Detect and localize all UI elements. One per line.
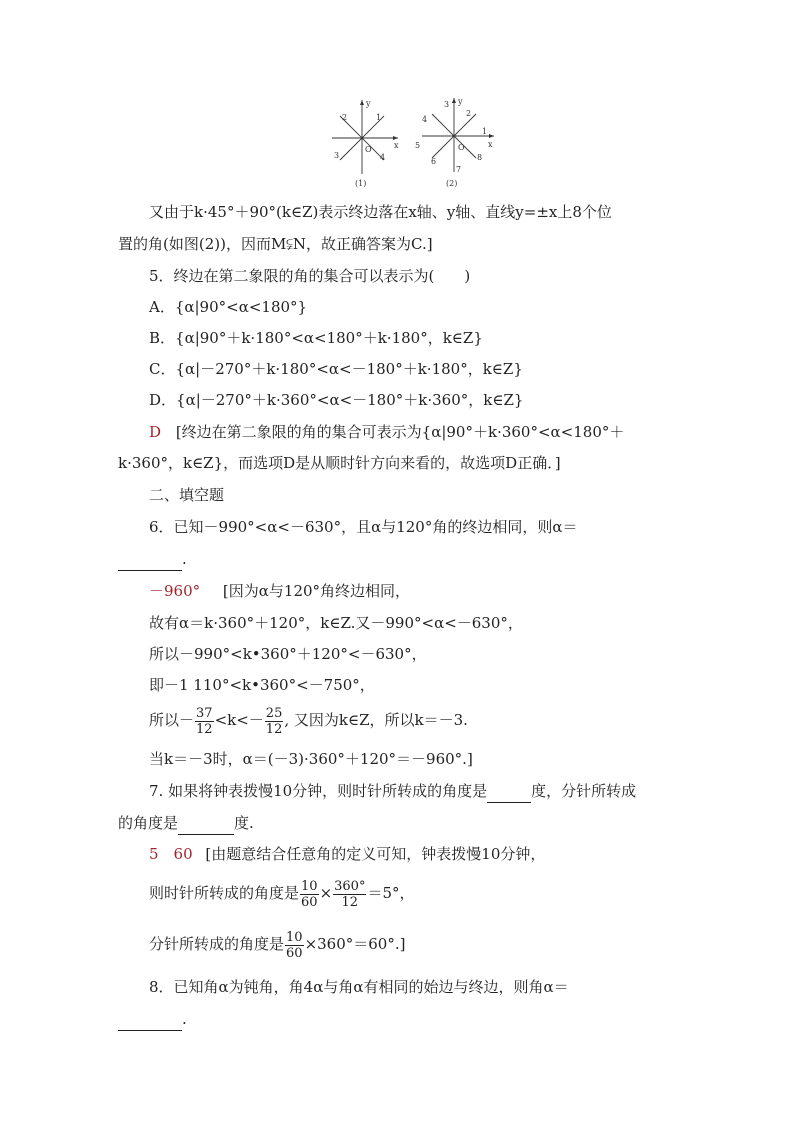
q7-solution-line-2 (149, 873, 415, 913)
q7-s2-suffix: ＝5°， (367, 884, 415, 902)
q7-stem-line-2 (118, 812, 254, 835)
q5-option-d: D．{α|－270°＋k·360°<α<－180°＋k·360°，k∈Z} (149, 391, 524, 409)
fraction-25-12 (265, 706, 284, 737)
q7-stem-part-a: 7. 如果将钟表拨慢10分钟，则时针所转成的角度是 (149, 782, 488, 800)
fig1-origin-label: O (365, 145, 372, 154)
fraction-numerator: 25 (265, 705, 283, 721)
q7-stem-line-1 (149, 780, 636, 803)
fraction-denominator: 12 (265, 721, 283, 737)
continuation-line-2: 置的角(如图(2))，因而M⫋N，故正确答案为C.] (118, 235, 433, 253)
fig1-x-label: x (394, 141, 399, 150)
q5-explanation-line-1 (149, 421, 624, 443)
fraction-10-60 (300, 879, 319, 910)
fig1-label-3: 3 (334, 151, 340, 160)
fraction-denominator: 60 (286, 945, 303, 961)
q5-option-b: B．{α|90°＋k·180°<α<180°＋k·180°，k∈Z} (149, 329, 483, 347)
q7-solution-line-3 (149, 925, 405, 963)
q7-s3-prefix: 分针所转成的角度是 (149, 935, 285, 953)
q6-stem: 6．已知－990°<α<－630°，且α与120°角的终边相同，则α＝ (149, 518, 578, 536)
times-sign: × (319, 884, 333, 902)
q7-s3-suffix: ×360°＝60°.] (304, 935, 406, 953)
q7-solution-text-1: [由题意结合任意角的定义可知，钟表拨慢10分钟， (205, 845, 546, 863)
q5-explanation-line-2: k·360°，k∈Z}，而选项D是从顺时针方向来看的，故选项D正确．] (118, 454, 561, 472)
fraction-denominator: 60 (301, 894, 318, 910)
q6-solution-line-4: 即－1 110°<k•360°<－750°， (149, 676, 375, 694)
fig2-label-8: 8 (477, 153, 483, 162)
fig2-label-5: 5 (415, 141, 421, 150)
q6-solution-line-3: 所以－990°<k•360°＋120°<－630°， (149, 645, 427, 663)
q5-option-a: A．{α|90°<α<180°} (149, 298, 308, 316)
fraction-360-12 (333, 879, 366, 910)
fig2-label-6: 6 (431, 157, 437, 166)
q7-line2-prefix: 的角度是 (118, 814, 179, 832)
q7-minute-hand-blank[interactable] (178, 812, 234, 835)
fraction-numerator: 37 (196, 705, 213, 721)
fraction-numerator: 10 (301, 878, 318, 894)
fig1-label-4: 4 (380, 153, 386, 162)
fig2-caption: (2) (446, 179, 458, 188)
q6-s5-suffix: , 又因为k∈Z，所以k＝－3. (284, 711, 468, 729)
q8-period: . (182, 1010, 187, 1028)
continuation-line-1: 又由于k·45°＋90°(k∈Z)表示终边落在x轴、y轴、直线y=±x上8个位 (149, 203, 612, 221)
q8-stem: 8．已知角α为钝角，角4α与角α有相同的始边与终边，则角α＝ (149, 978, 569, 996)
fig2-label-2: 2 (466, 109, 472, 118)
fraction-numerator: 10 (286, 929, 303, 945)
q6-blank-line (118, 548, 187, 571)
fig2-label-4: 4 (422, 115, 428, 124)
q6-s5-middle: <k<－ (214, 711, 264, 729)
fig1-caption: (1) (355, 179, 367, 188)
q7-answer: 5 60 (149, 845, 193, 863)
fig2-origin-label: O (458, 143, 465, 152)
fig2-label-7: 7 (456, 165, 462, 174)
q6-solution-line-1 (149, 580, 410, 602)
q5-answer: D (149, 423, 162, 441)
q6-answer-blank[interactable] (118, 548, 182, 571)
q7-line2-suffix: 度. (234, 814, 254, 832)
q8-blank-line (118, 1008, 187, 1031)
fig1-y-label: y (366, 99, 371, 108)
fig2-y-label: y (458, 97, 463, 106)
q7-solution-line-1 (149, 843, 545, 865)
fig1-label-1: 1 (376, 113, 382, 122)
q7-hour-hand-blank[interactable] (487, 780, 531, 803)
fraction-37-12 (195, 706, 214, 737)
angle-diagrams (322, 92, 502, 192)
fraction-denominator: 12 (341, 894, 359, 910)
q5-explanation-text-1: [终边在第二象限的角的集合可表示为{α|90°＋k·360°<α<180°＋ (175, 423, 625, 441)
fig2-x-label: x (488, 140, 493, 149)
fig2-label-1: 1 (482, 127, 488, 136)
q8-answer-blank[interactable] (118, 1008, 182, 1031)
section-heading-fill-blank: 二、填空题 (149, 486, 225, 504)
q6-solution-line-2: 故有α＝k·360°＋120°，k∈Z.又－990°<α<－630°， (149, 614, 523, 632)
q6-period: . (182, 550, 187, 568)
fraction-10-60-b (285, 930, 304, 961)
fraction-numerator: 360° (334, 878, 366, 894)
q7-stem-part-b: 度，分针所转成 (531, 782, 637, 800)
q6-solution-line-6: 当k＝－3时，α＝(－3)·360°＋120°＝－960°.] (149, 750, 473, 768)
fig1-label-2: 2 (342, 113, 348, 122)
figure-1 (332, 100, 398, 174)
fig2-label-3: 3 (444, 100, 450, 109)
q6-solution-line-5 (149, 702, 468, 738)
fraction-denominator: 12 (196, 721, 213, 737)
q5-stem: 5．终边在第二象限的角的集合可以表示为( ) (149, 267, 471, 285)
q6-answer: －960° (149, 582, 201, 600)
q6-s5-prefix: 所以－ (149, 711, 195, 729)
q7-s2-prefix: 则时针所转成的角度是 (149, 884, 300, 902)
q6-solution-text-1: [因为α与120°角终边相同， (222, 582, 411, 600)
q5-option-c: C．{α|－270°＋k·180°<α<－180°＋k·180°，k∈Z} (149, 360, 523, 378)
